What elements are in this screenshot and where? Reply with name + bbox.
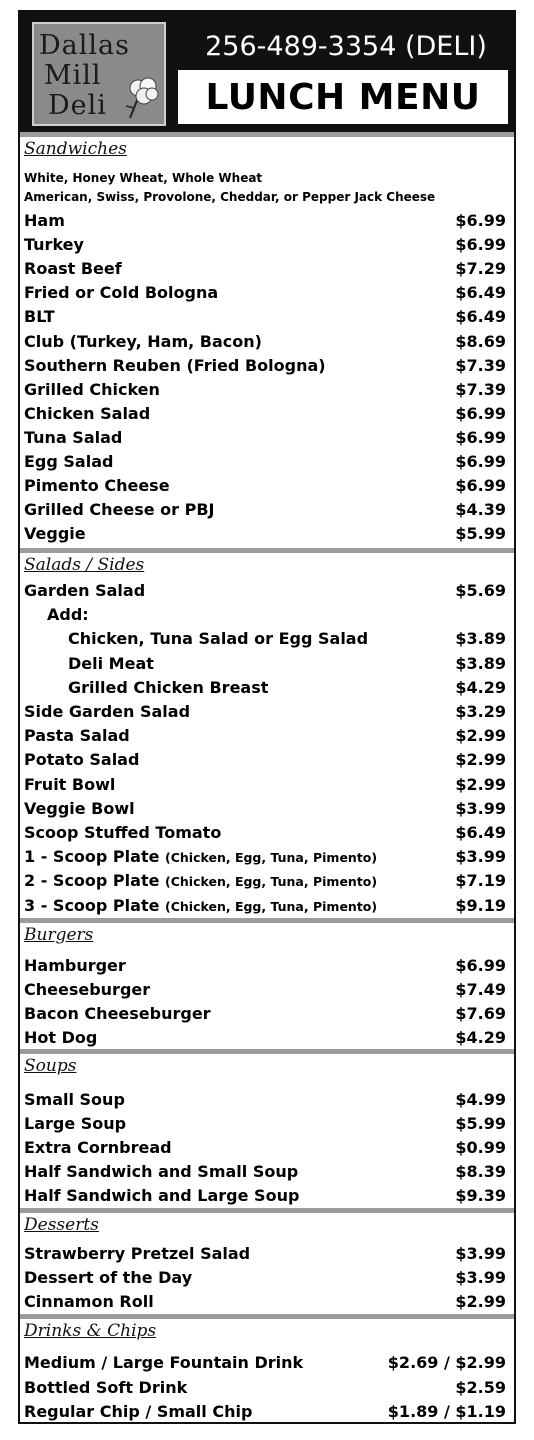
- item-name-text: Hot Dog: [24, 1028, 98, 1047]
- item-price: $1.89 / $1.19: [387, 1402, 506, 1422]
- item-name: [24, 773, 115, 797]
- menu-item: [20, 627, 514, 651]
- deli-logo: [32, 22, 166, 126]
- menu-item: [20, 1266, 514, 1290]
- menu-item: [20, 1184, 514, 1208]
- item-name: [24, 700, 190, 724]
- item-name: [24, 1400, 252, 1424]
- item-name-text: 2 - Scoop Plate: [24, 871, 160, 891]
- item-price: $2.99: [455, 1292, 506, 1312]
- item-name-text: Regular Chip / Small Chip: [24, 1402, 253, 1422]
- menu-item: [20, 954, 514, 978]
- item-name-text: Large Soup: [24, 1114, 127, 1134]
- item-price: $2.69 / $2.99: [387, 1353, 506, 1372]
- item-name-text: Pimento Cheese: [24, 476, 170, 496]
- menu-item: [20, 1112, 514, 1136]
- item-name: [24, 724, 130, 748]
- menu-item: [20, 676, 514, 700]
- item-name: [24, 330, 262, 354]
- item-price: $7.49: [455, 980, 506, 999]
- item-name-text: Egg Salad: [24, 452, 114, 471]
- logo-word-1: Dallas: [39, 30, 130, 61]
- section-title-salads-sides: Salads / Sides: [24, 555, 145, 575]
- item-name-text: 1 - Scoop Plate: [24, 847, 160, 867]
- item-price: $3.29: [455, 702, 506, 721]
- item-name: [24, 1136, 172, 1160]
- item-price: $8.39: [455, 1162, 506, 1182]
- menu-item: [20, 652, 514, 676]
- item-price: $6.49: [455, 283, 506, 303]
- menu-item: [20, 724, 514, 748]
- menu-item: [20, 1026, 514, 1050]
- item-name: [24, 1026, 97, 1050]
- menu-item: [20, 522, 514, 546]
- menu-item: [20, 450, 514, 474]
- section-note: American, Swiss, Provolone, Cheddar, or Pepper Jack Cheese: [24, 190, 436, 204]
- item-price: $8.69: [455, 331, 506, 351]
- item-detail: (Chicken, Egg, Tuna, Pimento): [165, 850, 378, 866]
- menu-item: [20, 797, 514, 821]
- phone-number: 256-489-3354 (DELI): [205, 31, 487, 62]
- item-price: $4.29: [455, 677, 506, 697]
- item-name: [24, 748, 139, 772]
- menu-item: [20, 869, 514, 893]
- menu-item: [20, 1242, 514, 1266]
- item-detail: (Chicken, Egg, Tuna, Pimento): [165, 898, 378, 914]
- item-name: [24, 498, 214, 522]
- item-name-text: Grilled Chicken Breast: [68, 677, 269, 697]
- item-name-text: Medium / Large Fountain Drink: [24, 1353, 304, 1372]
- menu-item: [20, 1088, 514, 1112]
- menu-item: [20, 894, 514, 918]
- menu-title: LUNCH MENU: [205, 76, 481, 118]
- item-name-text: Club (Turkey, Ham, Bacon): [24, 331, 262, 351]
- menu-item: [20, 821, 514, 845]
- section-title-drinks-chips: Drinks & Chips: [24, 1321, 157, 1341]
- item-name: [24, 1184, 299, 1208]
- section-title-desserts: Desserts: [24, 1215, 99, 1235]
- item-name: [68, 627, 368, 651]
- item-price: $7.29: [455, 259, 506, 279]
- item-name-text: Deli Meat: [68, 653, 154, 673]
- item-name-text: Dessert of the Day: [24, 1268, 193, 1288]
- item-price: $3.99: [455, 798, 506, 818]
- item-price: $6.99: [455, 235, 506, 255]
- item-name: [24, 1112, 126, 1136]
- menu-item: [20, 748, 514, 772]
- item-name-text: Garden Salad: [24, 581, 146, 600]
- menu-item: [20, 845, 514, 869]
- section-title-burgers: Burgers: [24, 925, 94, 945]
- item-name: [24, 257, 122, 281]
- item-name: [24, 1160, 298, 1184]
- item-name-text: Chicken Salad: [24, 403, 151, 423]
- item-name-text: Half Sandwich and Large Soup: [24, 1186, 300, 1206]
- menu-item: [20, 1351, 514, 1375]
- item-name-text: Pasta Salad: [24, 726, 130, 746]
- menu-item: [20, 773, 514, 797]
- item-name-text: 3 - Scoop Plate: [24, 895, 160, 915]
- item-price: $4.99: [455, 1090, 506, 1109]
- menu-item: [20, 498, 514, 522]
- menu-item: [20, 978, 514, 1002]
- logo-word-2: Mill: [44, 60, 102, 91]
- item-price: $6.99: [455, 427, 506, 447]
- section-title-soups: Soups: [24, 1056, 77, 1076]
- item-price: $3.89: [455, 629, 506, 649]
- item-price: $3.99: [455, 1244, 506, 1263]
- item-price: $6.49: [455, 307, 506, 327]
- item-name-text: Strawberry Pretzel Salad: [24, 1244, 251, 1263]
- item-name: [24, 821, 221, 845]
- item-price: $4.29: [455, 1028, 506, 1047]
- menu-item: [20, 1136, 514, 1160]
- item-price: $6.99: [455, 956, 506, 975]
- menu-item: [20, 330, 514, 354]
- item-price: $5.99: [455, 1114, 506, 1134]
- item-name-text: Side Garden Salad: [24, 702, 191, 721]
- menu-title-box: [178, 70, 508, 124]
- menu-item: [20, 1376, 514, 1400]
- section-divider: [20, 548, 514, 553]
- menu-item: [20, 579, 514, 603]
- item-name: [24, 354, 326, 378]
- section-note: White, Honey Wheat, Whole Wheat: [24, 171, 263, 185]
- menu-item: [20, 426, 514, 450]
- item-name: [24, 209, 65, 233]
- item-price: $4.39: [455, 500, 506, 520]
- item-name: [24, 579, 145, 603]
- item-name-text: Extra Cornbread: [24, 1138, 172, 1158]
- item-price: $7.69: [455, 1004, 506, 1023]
- section-divider: [20, 132, 514, 137]
- item-name: [24, 1242, 250, 1266]
- item-name-text: Chicken, Tuna Salad or Egg Salad: [68, 629, 369, 649]
- item-name-text: Turkey: [24, 235, 84, 255]
- item-name-text: Bacon Cheeseburger: [24, 1004, 211, 1023]
- menu-item: [20, 1290, 514, 1314]
- item-detail: (Chicken, Egg, Tuna, Pimento): [165, 874, 378, 890]
- item-name-text: Add:: [47, 605, 89, 625]
- item-name: [68, 652, 154, 676]
- item-name-text: Fried or Cold Bologna: [24, 283, 219, 303]
- menu-frame: [18, 10, 516, 1424]
- item-name: [24, 522, 86, 546]
- item-name-text: Veggie: [24, 524, 86, 544]
- item-name: [24, 281, 218, 305]
- menu-item: [20, 209, 514, 233]
- item-name-text: Southern Reuben (Fried Bologna): [24, 355, 326, 375]
- section-divider: [20, 1314, 514, 1319]
- section-title-sandwiches: Sandwiches: [24, 139, 127, 159]
- section-divider: [20, 918, 514, 923]
- item-price: $9.19: [455, 895, 506, 915]
- item-name-text: Veggie Bowl: [24, 798, 135, 818]
- menu-item: [20, 474, 514, 498]
- item-price: $5.99: [455, 524, 506, 544]
- section-divider: [20, 1208, 514, 1213]
- item-price: $2.99: [455, 750, 506, 770]
- item-name: [24, 450, 113, 474]
- menu-item: [20, 700, 514, 724]
- item-price: $2.99: [455, 774, 506, 794]
- item-price: $3.89: [455, 653, 506, 673]
- item-name-text: Grilled Cheese or PBJ: [24, 500, 215, 520]
- logo-word-3: Deli: [48, 90, 107, 121]
- item-price: $2.59: [455, 1377, 506, 1397]
- item-price: $7.39: [455, 355, 506, 375]
- menu-header: [20, 12, 514, 132]
- item-name-text: Roast Beef: [24, 259, 122, 279]
- item-name: [24, 426, 122, 450]
- item-price: $6.99: [455, 403, 506, 423]
- item-price: $6.99: [455, 452, 506, 471]
- item-name: [24, 1351, 303, 1375]
- item-price: $3.99: [455, 847, 506, 867]
- item-name-text: Potato Salad: [24, 750, 140, 770]
- cotton-boll-icon: [124, 72, 164, 120]
- item-name-text: Tuna Salad: [24, 427, 123, 447]
- item-name: [24, 233, 84, 257]
- item-name-text: Small Soup: [24, 1090, 125, 1109]
- menu-item: [20, 603, 514, 627]
- item-name: [24, 1290, 154, 1314]
- item-name: [24, 1376, 187, 1400]
- menu-item: [20, 1002, 514, 1026]
- menu-item: [20, 1160, 514, 1184]
- item-price: $7.19: [455, 871, 506, 891]
- item-name: [24, 869, 377, 894]
- menu-item: [20, 233, 514, 257]
- item-name: [24, 978, 150, 1002]
- item-name: [24, 845, 377, 870]
- item-price: $9.39: [455, 1186, 506, 1206]
- item-name-text: BLT: [24, 307, 55, 327]
- item-price: $0.99: [455, 1138, 506, 1158]
- menu-item: [20, 378, 514, 402]
- item-price: $6.49: [455, 823, 506, 842]
- item-price: $6.99: [455, 211, 506, 230]
- item-name-text: Cheeseburger: [24, 980, 151, 999]
- item-name: [24, 402, 150, 426]
- menu-item: [20, 354, 514, 378]
- item-name: [68, 676, 268, 700]
- item-name-text: Grilled Chicken: [24, 379, 160, 399]
- item-name: [24, 894, 377, 919]
- item-price: $2.99: [455, 726, 506, 746]
- item-name-text: Fruit Bowl: [24, 774, 116, 794]
- item-name: [47, 603, 89, 627]
- item-name: [24, 305, 55, 329]
- item-name: [24, 378, 160, 402]
- section-divider: [20, 1049, 514, 1054]
- item-name-text: Ham: [24, 211, 65, 230]
- item-name-text: Hamburger: [24, 956, 126, 975]
- item-name: [24, 1002, 211, 1026]
- item-name-text: Bottled Soft Drink: [24, 1377, 188, 1397]
- item-name-text: Scoop Stuffed Tomato: [24, 823, 222, 842]
- item-price: $5.69: [455, 581, 506, 600]
- item-name: [24, 1266, 192, 1290]
- item-price: $3.99: [455, 1268, 506, 1288]
- item-name: [24, 797, 135, 821]
- item-name-text: Cinnamon Roll: [24, 1292, 154, 1312]
- menu-item: [20, 305, 514, 329]
- menu-item: [20, 281, 514, 305]
- item-name-text: Half Sandwich and Small Soup: [24, 1162, 299, 1182]
- menu-item: [20, 257, 514, 281]
- item-name: [24, 954, 126, 978]
- menu-item: [20, 1400, 514, 1424]
- item-price: $7.39: [455, 379, 506, 399]
- menu-item: [20, 402, 514, 426]
- item-price: $6.99: [455, 476, 506, 496]
- item-name: [24, 474, 170, 498]
- item-name: [24, 1088, 125, 1112]
